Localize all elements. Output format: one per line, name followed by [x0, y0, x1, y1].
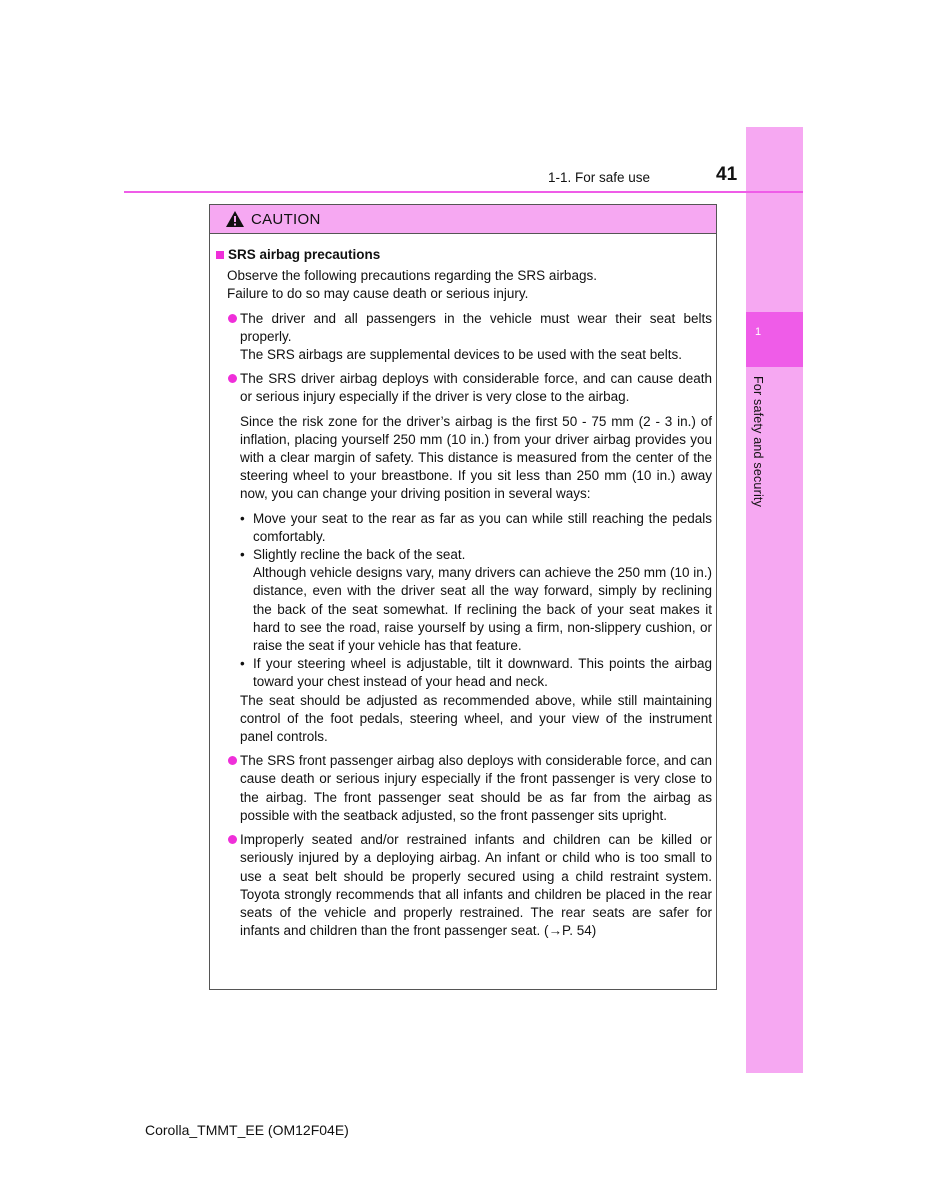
caution-body — [210, 234, 716, 940]
dot-bullet-icon: • — [240, 547, 245, 563]
list-item — [240, 655, 712, 691]
list-item-text: If your steering wheel is adjustable, tilt it downward. This points the airbag toward your chest instead of your head and neck. — [253, 656, 712, 690]
list-item — [240, 546, 712, 655]
chapter-label: For safety and security — [751, 376, 765, 508]
bullet-item-passenger-airbag — [216, 752, 712, 825]
list-item — [240, 510, 712, 546]
list-item-detail: Although vehicle designs vary, many drivers can achieve the 250 mm (10 in.) distance, even with the driver seat all the way forward, simply by reclining the back of the seat somewhat. If reclining the back of your seat makes it hard to see the road, raise yourself by using a firm, non-slippery cushion, or raise the seat if your vehicle has that feature. — [253, 565, 712, 654]
page-number: 41 — [716, 164, 738, 185]
caution-header — [210, 205, 716, 234]
chapter-side-tab — [746, 127, 803, 1073]
bullet-text: The driver and all passengers in the vehicle must wear their seat belts properly. — [240, 310, 712, 344]
bullet-text: The SRS driver airbag deploys with considerable force, and can cause death or serious injury especially if the driver is very close to the airbag. — [240, 371, 712, 405]
warning-triangle-icon — [225, 210, 245, 228]
bullet-closing-text: The seat should be adjusted as recommended above, while still maintaining control of the foot pedals, steering wheel, and your view of the instrument panel controls. — [240, 692, 712, 745]
bullet-item-children — [216, 831, 712, 940]
circle-bullet-icon — [228, 835, 237, 844]
subheading-text: SRS airbag precautions — [228, 247, 381, 262]
circle-bullet-icon — [228, 314, 237, 323]
circle-bullet-icon — [228, 756, 237, 765]
intro-line: Observe the following precautions regarding the SRS airbags. — [227, 268, 597, 284]
driving-position-list — [240, 510, 712, 692]
intro-line: Failure to do so may cause death or serious injury. — [227, 286, 529, 302]
header-rule — [124, 191, 803, 193]
dot-bullet-icon: • — [240, 510, 245, 526]
caution-subheading — [216, 246, 712, 264]
caution-box — [209, 204, 717, 990]
intro-text — [216, 267, 712, 303]
bullet-item-driver-airbag — [216, 370, 712, 746]
circle-bullet-icon — [228, 374, 237, 383]
bullet-text: Improperly seated and/or restrained infants and children can be killed or seriously injured by a deploying airbag. An infant or child who is too small to use a seat belt should be properly secured using a child restraint system. Toyota strongly recommends that all infants and children be placed in the rear seats of the vehicle and properly restrained. The rear seats are safer for infants and children than the front passenger seat. (→P. 54) — [240, 832, 712, 939]
document-id: Corolla_TMMT_EE (OM12F04E) — [145, 1122, 349, 1138]
bullet-text: Since the risk zone for the driver’s airbag is the first 50 - 75 mm (2 - 3 in.) of inflation, placing yourself 250 mm (10 in.) from your driver airbag provides you with a clear margin of safety. This distance is measured from the center of the steering wheel to your breastbone. If you sit less than 250 mm (10 in.) away now, you can change your driving position in several ways: — [240, 413, 712, 502]
list-item-text: Move your seat to the rear as far as you can while still reaching the pedals comfortably. — [253, 510, 712, 544]
chapter-number: 1 — [754, 326, 762, 338]
bullet-item-seat-belts — [216, 310, 712, 365]
bullet-text: The SRS front passenger airbag also deploys with considerable force, and can cause death or serious injury especially if the front passenger is very close to the airbag. The front passenger seat should be as far from the airbag as possible with the seatback adjusted, so the front passenger sits upright. — [240, 753, 712, 823]
dot-bullet-icon: • — [240, 656, 245, 672]
list-item-text: Slightly recline the back of the seat. — [253, 547, 466, 563]
chapter-tab-active[interactable] — [746, 312, 803, 367]
bullet-text: The SRS airbags are supplemental devices to be used with the seat belts. — [240, 347, 682, 363]
square-bullet-icon — [216, 251, 224, 259]
section-title: 1-1. For safe use — [548, 170, 651, 185]
caution-title: CAUTION — [251, 210, 321, 228]
